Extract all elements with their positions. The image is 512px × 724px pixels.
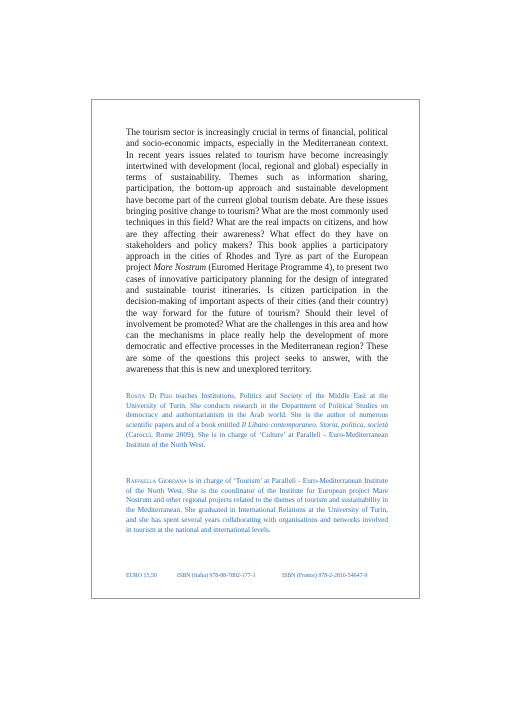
price-label: EURO 15,50 — [126, 573, 157, 579]
price-isbn-footer — [126, 572, 388, 580]
author-bio-1 — [126, 391, 388, 449]
blurb-text-part-2: (Euromed Heritage Programme 4), to present two cases of innovative participatory planning for the design of integrated and sustainable tourist itineraries. Is citizen participation in the decision-making of important aspects of their cities (and their country) the way forward for the future of tourism? Should their level of involvement be promoted? What are the challenges in this area and how can the mechanisms in place really help the development of more democratic and effective processes in the Mediterranean region? These are some of the questions this project seeks to answer, with the awareness that this is new and unexplored territory. — [126, 262, 388, 374]
author-name-2: Raffaella Giordana — [126, 476, 187, 485]
author-name-1: Rosita Di Peri — [126, 391, 173, 400]
blurb-text-part-1: The tourism sector is increasingly crucial in terms of financial, political and socio-economic impacts, especially in the Mediterranean context. In recent years issues related to tourism have become increasingly intertwined with development (local, regional and global) especially in terms of sustainability. Themes such as information sharing, participation, the bottom-up approach and sustainable development have become part of the current global tourism debate. Are these issues bringing positive change to tourism? What are the most commonly used techniques in this field? What are the real impacts on citizens, and how are they affecting their awareness? What effect do they have on stakeholders and policy makers? This book applies a participatory approach in the cities of Rhodes and Tyre as part of the European project — [126, 127, 388, 273]
author-bio-2 — [126, 476, 388, 534]
book-blurb — [126, 127, 388, 375]
author-bio-1-book-title: Il Libano contemporaneo. Storia, politica, società — [241, 420, 388, 430]
isbn-italy: ISBN (Italia) 978-88-7892-177-1 — [177, 573, 256, 579]
author-bio-1-text-part-2: (Carocci, Rome 2009). She is in charge of ‘Culture’ at Paralleli - Euro-Mediterranean Institute of the North West. — [126, 429, 388, 449]
author-bio-2-text: is in charge of ‘Tourism’ at Paralleli - Euro-Mediterranean Institute of the North West. She is the coordinator of the Institute for European project Mare Nostrum and other regional projects related to the themes of tourism and sustainability in the Mediterranean. She graduated in International Relations at the University of Turin, and she has spent several years collaborating with organisations and networks involved in tourism at the national and international levels. — [126, 476, 389, 534]
author-bio-1-text-part-1: teaches Institutions, Politics and Society of the Middle East at the University of Turin. She conducts research in the Department of Political Studies on democracy and authoritarianism in the Arab world. She is the author of numerous scientific papers and of a book entitled — [126, 391, 388, 430]
blurb-project-name: Mare Nostrum — [153, 262, 207, 273]
isbn-france: ISBN (France) 978-2-2816-54647-9 — [282, 573, 368, 579]
